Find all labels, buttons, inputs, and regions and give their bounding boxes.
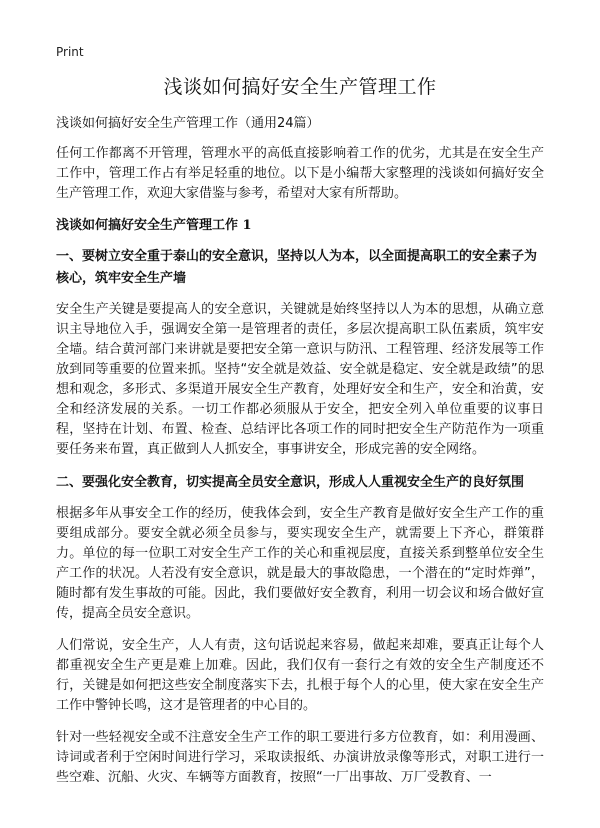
document-subtitle: 浅谈如何搞好安全生产管理工作（通用24篇） [56, 116, 320, 131]
print-link[interactable]: Print [56, 45, 84, 59]
paragraph-3: 人们常说，安全生产，人人有责，这句话说起来容易，做起来却难，要真正让每个人都重视安全生产更是难上加难。因此，我们仅有一套行之有效的安全生产制度还不行，关键是如何把这些安全制度落实下去，扎根于每个人的心里，使大家在安全生产工作中警钟长鸣，这才是管理者的中心目的。 [56, 638, 544, 713]
paragraph-1: 安全生产关键是要提高人的安全意识，关键就是始终坚持以人为本的思想，从确立意识主导地位入手，强调安全第一是管理者的责任，多层次提高职工队伍素质，筑牢安全墙。结合黄河部门来讲就是要把安全第一意识与防汛、工程管理、经济发展等工作放到同等重要的位置来抓。坚持“安全就是效益、安全就是稳定、安全就是政绩”的思想和观念，多形式、多渠道开展安全生产教育，处理好安全和生产，安全和治黄，安全和经济发展的关系。一切工作都必须服从于安全，把安全列入单位重要的议事日程，坚持在计划、布置、检查、总结评比各项工作的同时把安全生产防范作为一项重要任务来布置，真正做到人人抓安全，事事讲安全，形成完善的安全网络。 [56, 302, 544, 457]
intro-paragraph: 任何工作都离不开管理，管理水平的高低直接影响着工作的优劣，尤其是在安全生产工作中，管理工作占有举足轻重的地位。以下是小编帮大家整理的浅谈如何搞好安全生产管理工作，欢迎大家借鉴与参考，希望对大家有所帮助。 [56, 146, 544, 201]
section-title: 浅谈如何搞好安全生产管理工作 1 [56, 218, 252, 233]
paragraph-2: 根据多年从事安全工作的经历，使我体会到，安全生产教育是做好安全生产工作的重要组成部分。要安全就必须全员参与，要实现安全生产，就需要上下齐心，群策群力。单位的每一位职工对安全生产工作的关心和重视层度，直接关系到整单位安全生产工作的状况。人若没有安全意识，就是最大的事故隐患，一个潜在的“定时炸弹”，随时都有发生事故的可能。因此，我们要做好安全教育，利用一切会议和场合做好宣传，提高全员安全意识。 [56, 506, 544, 621]
heading-1: 一、要树立安全重于泰山的安全意识，坚持以人为本，以全面提高职工的安全素子为核心，筑牢安全生产墙 [56, 249, 538, 286]
heading-2: 二、要强化安全教育，切实提高全员安全意识，形成人人重视安全生产的良好氛围 [56, 475, 525, 490]
paragraph-4: 针对一些轻视安全或不注意安全生产工作的职工要进行多方位教育，如：利用漫画、诗词或者利于空闲时间进行学习，采取读报纸、办演讲放录像等形式，对职工进行一些空难、沉船、火灾、车辆等方面教育，按照“一厂出事故、万厂受教育、一 [56, 730, 544, 785]
page-title: 浅谈如何搞好安全生产管理工作 [163, 76, 437, 98]
